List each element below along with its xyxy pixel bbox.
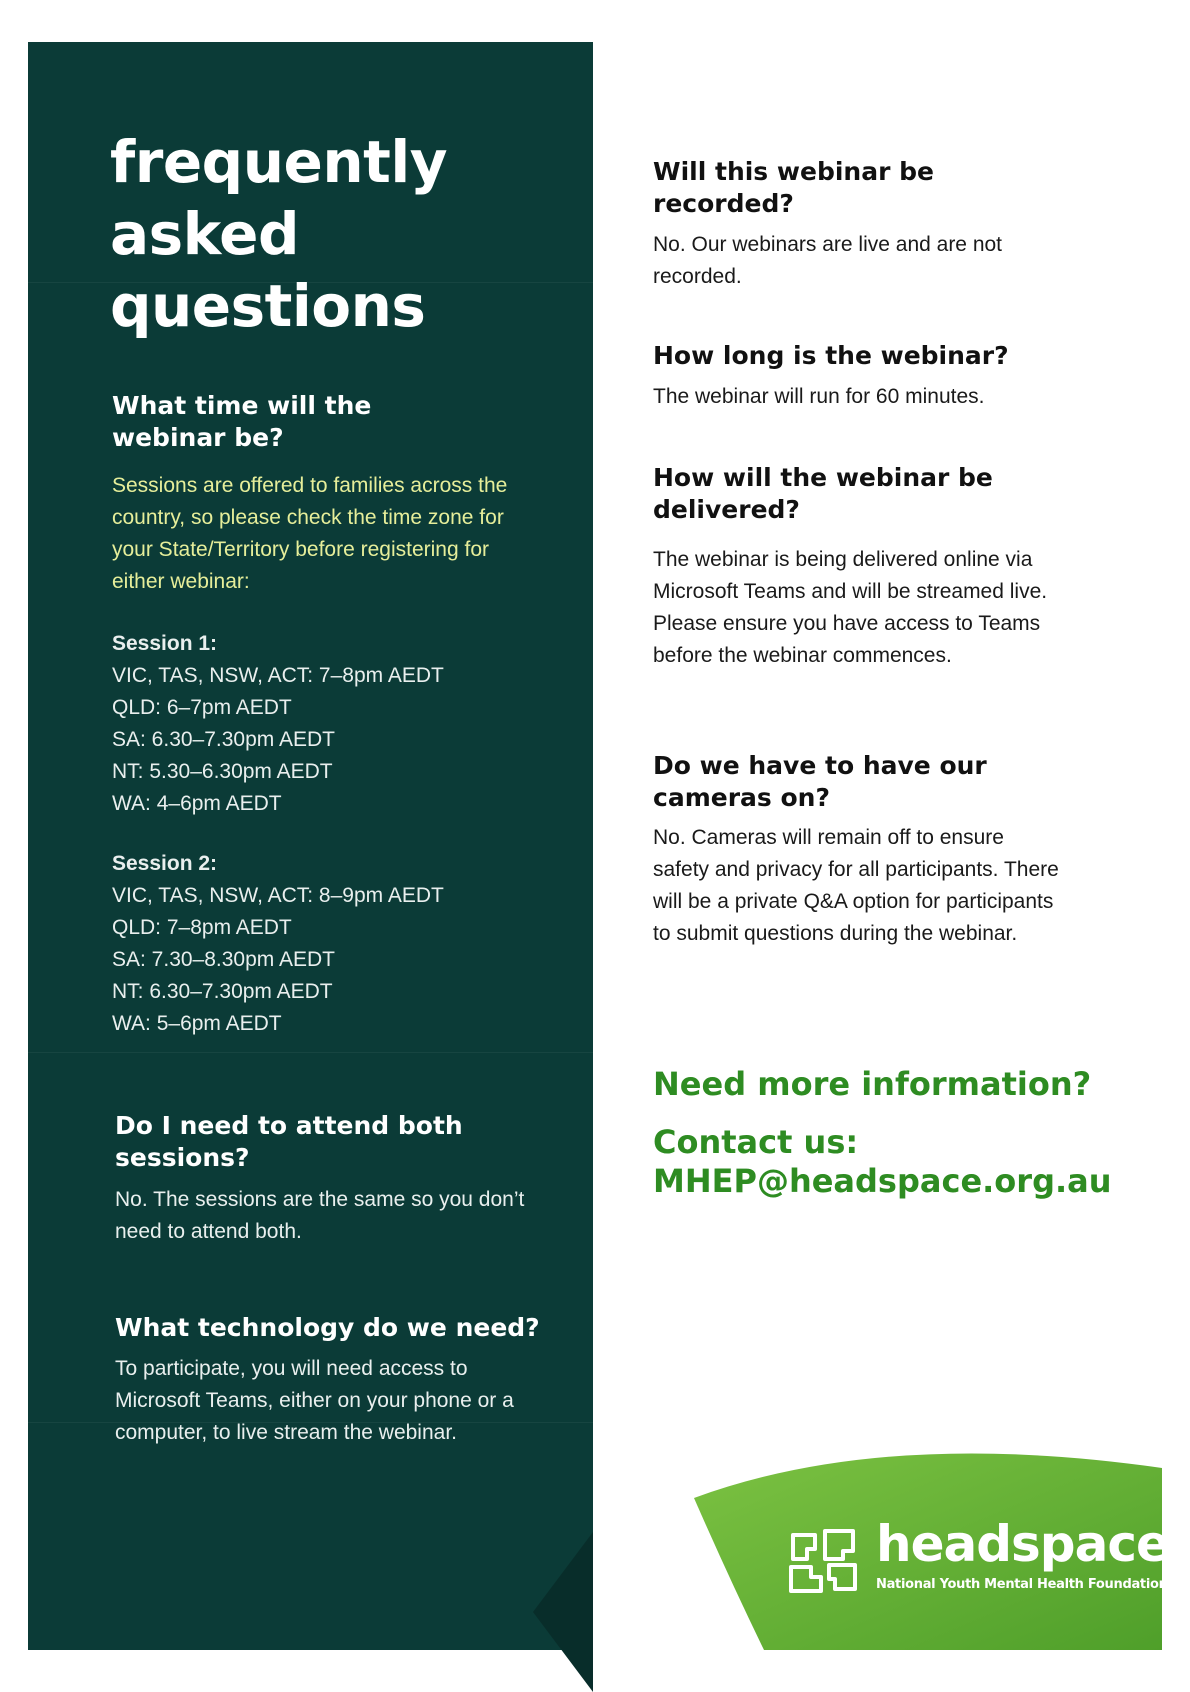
brand-tagline: National Youth Mental Health Foundation [876,1577,1168,1592]
title-line: frequently [110,128,448,196]
session-1-time: QLD: 6–7pm AEDT [112,696,292,719]
session-1-time: WA: 4–6pm AEDT [112,792,282,815]
session-2-time: WA: 5–6pm AEDT [112,1012,282,1035]
session-1-time: VIC, TAS, NSW, ACT: 7–8pm AEDT [112,664,444,687]
session-2-time: NT: 6.30–7.30pm AEDT [112,980,333,1003]
question-technology: What technology do we need? [115,1313,540,1342]
session-2-time: SA: 7.30–8.30pm AEDT [112,948,335,971]
session-2-title: Session 2: [112,852,218,875]
answer-attend-both: No. The sessions are the same so you don’t need to attend both. [115,1188,525,1243]
question-delivery: How will the webinar be delivered? [653,463,993,524]
question-webinar-time: What time will the webinar be? [112,391,372,452]
session-1-time: NT: 5.30–6.30pm AEDT [112,760,333,783]
page-title [110,126,530,342]
question-attend-both: Do I need to attend both sessions? [115,1111,463,1172]
session-2-block [112,848,572,1040]
session-2-time: QLD: 7–8pm AEDT [112,916,292,939]
session-1-time: SA: 6.30–7.30pm AEDT [112,728,335,751]
answer-recorded: No. Our webinars are live and are not recorded. [653,233,1003,288]
answer-delivery: The webinar is being delivered online via Microsoft Teams and will be streamed live. Please ensure you have access to Teams before the webinar commences. [653,548,1048,667]
cta-heading: Need more information? [653,1065,1092,1103]
contact-email-link[interactable]: MHEP@headspace.org.au [653,1162,1112,1200]
answer-technology: To participate, you will need access to Microsoft Teams, either on your phone or a computer, to live stream the webinar. [115,1357,514,1444]
question-recorded: Will this webinar be recorded? [653,157,934,218]
brand-name: headspace [876,1515,1169,1573]
contact-label: Contact us: [653,1123,859,1161]
session-2-time: VIC, TAS, NSW, ACT: 8–9pm AEDT [112,884,444,907]
title-line: questions [110,272,426,340]
answer-webinar-time-intro: Sessions are offered to families across the country, so please check the time zone for your State/Territory before registering for either webinar: [112,474,508,593]
question-duration: How long is the webinar? [653,341,1009,370]
corner-shape [533,1532,593,1692]
answer-duration: The webinar will run for 60 minutes. [653,385,985,408]
headspace-logo-icon [785,1525,863,1595]
panel-band [28,1052,593,1053]
session-1-block [112,628,572,820]
question-cameras: Do we have to have our cameras on? [653,751,987,812]
session-1-title: Session 1: [112,632,218,655]
title-line: asked [110,200,300,268]
answer-cameras: No. Cameras will remain off to ensure safety and privacy for all participants. There will be a private Q&A option for participants to submit questions during the webinar. [653,826,1059,945]
